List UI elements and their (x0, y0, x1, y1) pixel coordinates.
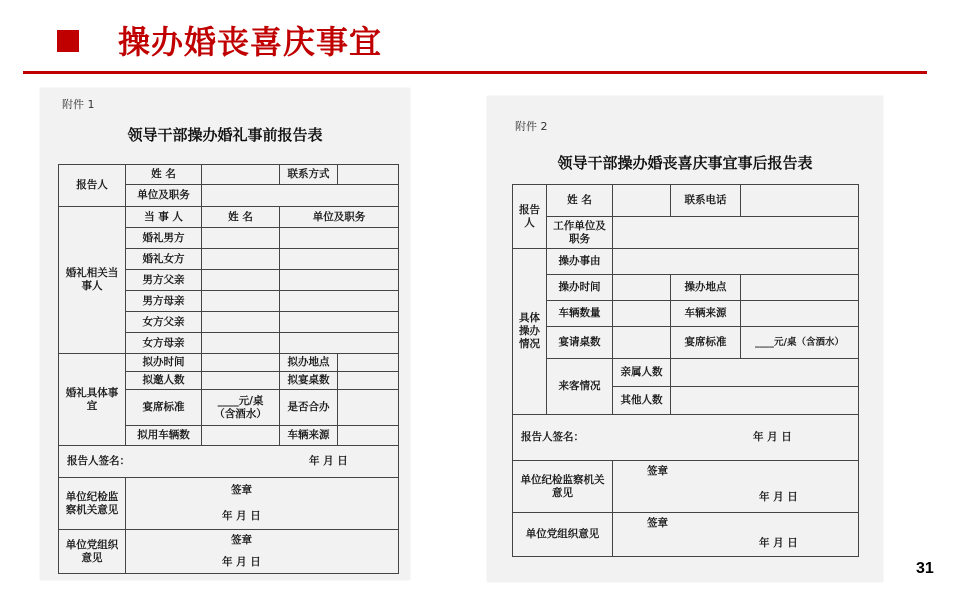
phone-label: 联系电话 (671, 185, 741, 217)
party-unit-header: 单位及职务 (280, 207, 399, 228)
vehicle-source-label: 车辆来源 (671, 301, 741, 327)
signature-date: 年 月 日 (309, 455, 348, 467)
party-row-label: 男方母亲 (126, 291, 202, 312)
party-row-label: 女方父亲 (126, 312, 202, 333)
party-opinion-label: 单位党组织意见 (59, 530, 126, 574)
party-opinion-cell (126, 530, 399, 574)
name-value-cell (202, 165, 280, 185)
annex-label: 附件 1 (62, 98, 95, 111)
discipline-opinion-label: 单位纪检监察机关意见 (513, 461, 613, 513)
banquet-standard-value (202, 390, 280, 426)
vehicle-source-label: 车辆来源 (280, 426, 338, 446)
unit-position-label: 单位及职务 (126, 185, 202, 207)
details-label: 具体操办情况 (513, 249, 547, 415)
party-row-label: 婚礼女方 (126, 249, 202, 270)
discipline-date: 年 月 日 (759, 491, 798, 503)
pre-report-table (58, 164, 399, 574)
vehicles-count-label: 拟用车辆数 (126, 426, 202, 446)
party-date: 年 月 日 (759, 537, 798, 549)
banquet-standard-label: 宴席标准 (126, 390, 202, 426)
signature-label: 报告人签名： (67, 455, 130, 467)
reporter-label: 报告人 (59, 165, 126, 207)
signature-date: 年 月 日 (753, 431, 792, 443)
discipline-opinion-cell (126, 478, 399, 530)
name-label: 姓 名 (126, 165, 202, 185)
banquet-count-label: 宴请桌数 (547, 327, 613, 359)
form-pre-report (40, 88, 410, 580)
party-opinion-cell (613, 513, 859, 557)
time-label: 操办时间 (547, 275, 613, 301)
relatives-count-label: 亲属人数 (613, 359, 671, 387)
signature-row (513, 415, 859, 461)
name-label: 姓 名 (547, 185, 613, 217)
parties-label: 婚礼相关当事人 (59, 207, 126, 354)
post-report-table (512, 184, 859, 557)
discipline-seal-label: 签章 (647, 465, 668, 477)
slide-title: 操办婚丧喜庆事宜 (118, 23, 383, 61)
discipline-date: 年 月 日 (222, 510, 261, 522)
planned-time-label: 拟办时间 (126, 354, 202, 372)
other-count-label: 其他人数 (613, 387, 671, 415)
party-seal-label: 签章 (647, 517, 668, 529)
page-number: 31 (916, 560, 934, 577)
guest-count-label: 拟邀人数 (126, 372, 202, 390)
annex-label: 附件 2 (515, 120, 548, 133)
signature-label: 报告人签名： (521, 431, 584, 443)
banquet-tables-label: 拟宴桌数 (280, 372, 338, 390)
reporter-label: 报告人 (513, 185, 547, 249)
place-label: 操办地点 (671, 275, 741, 301)
contact-value-cell (338, 165, 399, 185)
signature-row (59, 446, 399, 478)
party-name-header: 姓 名 (202, 207, 280, 228)
guests-label: 来客情况 (547, 359, 613, 415)
party-row-label: 男方父亲 (126, 270, 202, 291)
unit-position-label: 工作单位及职务 (547, 217, 613, 249)
form-title: 领导干部操办婚丧喜庆事宜事后报告表 (557, 154, 813, 172)
event-label: 操办事由 (547, 249, 613, 275)
party-row-label: 女方母亲 (126, 333, 202, 354)
details-label: 婚礼具体事宜 (59, 354, 126, 446)
compliant-label: 是否合办 (280, 390, 338, 426)
unit-position-value-cell (202, 185, 399, 207)
standard-value: ____元/桌 (217, 394, 264, 407)
standard-note: （含酒水） (214, 407, 267, 420)
party-seal-label: 签章 (231, 534, 252, 546)
title-divider (23, 71, 927, 74)
party-row-label: 婚礼男方 (126, 228, 202, 249)
banquet-standard-value: ____元/桌（含酒水） (741, 327, 859, 359)
vehicle-count-label: 车辆数量 (547, 301, 613, 327)
discipline-seal-label: 签章 (231, 484, 252, 496)
party-header: 当 事 人 (126, 207, 202, 228)
form-post-report (487, 96, 883, 582)
party-date: 年 月 日 (222, 556, 261, 568)
banquet-standard-label: 宴席标准 (671, 327, 741, 359)
discipline-opinion-cell (613, 461, 859, 513)
title-bullet-square (57, 30, 79, 52)
contact-label: 联系方式 (280, 165, 338, 185)
party-opinion-label: 单位党组织意见 (513, 513, 613, 557)
form-title: 领导干部操办婚礼事前报告表 (127, 126, 323, 144)
discipline-opinion-label: 单位纪检监察机关意见 (59, 478, 126, 530)
planned-place-label: 拟办地点 (280, 354, 338, 372)
